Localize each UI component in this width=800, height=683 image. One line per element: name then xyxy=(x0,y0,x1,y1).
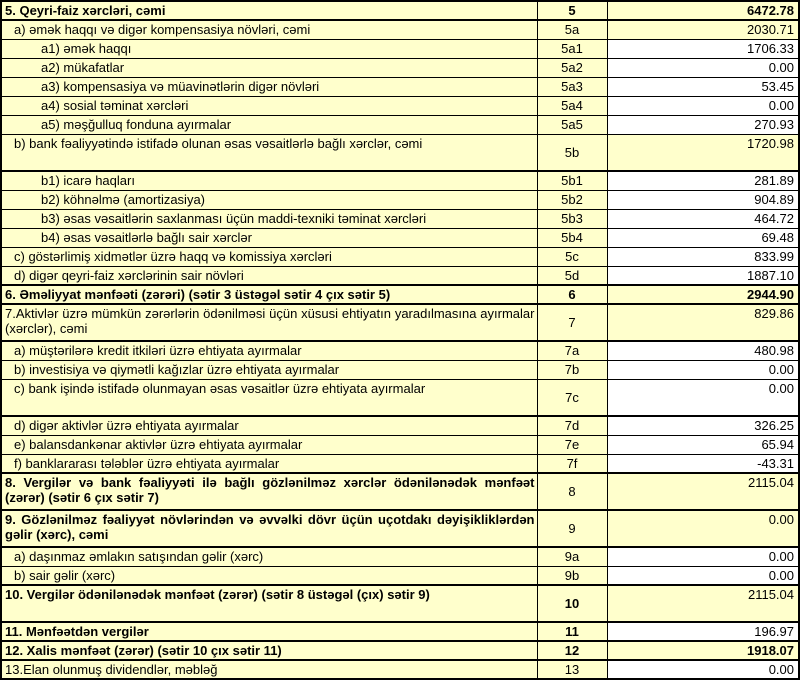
row-code: 5b1 xyxy=(537,171,607,190)
table-row xyxy=(1,190,799,209)
row-value: 0.00 xyxy=(607,360,799,379)
row-value: 1887.10 xyxy=(607,266,799,285)
row-label: 13.Elan olunmuş dividendlər, məbləğ xyxy=(1,660,537,679)
row-code: 9a xyxy=(537,547,607,566)
table-row xyxy=(1,96,799,115)
row-label: b4) əsas vəsaitlərlə bağlı sair xərclər xyxy=(1,228,537,247)
row-value: 0.00 xyxy=(607,566,799,585)
row-label: a1) əmək haqqı xyxy=(1,39,537,58)
row-label: b2) köhnəlmə (amortizasiya) xyxy=(1,190,537,209)
row-label: a) müştərilərə kredit itkiləri üzrə ehtiyata ayırmalar xyxy=(1,341,537,360)
table-row xyxy=(1,454,799,473)
table-row xyxy=(1,1,799,20)
row-code: 6 xyxy=(537,285,607,304)
row-label: d) digər aktivlər üzrə ehtiyata ayırmalar xyxy=(1,416,537,435)
table-row xyxy=(1,379,799,416)
table-row xyxy=(1,39,799,58)
row-label: 8. Vergilər və bank fəaliyyəti ilə bağlı gözlənilməz xərclər ödənilənədək mənfəət (zərər) (sətir 6 çıx sətir 7) xyxy=(1,473,537,510)
row-code: 5b2 xyxy=(537,190,607,209)
row-code: 7c xyxy=(537,379,607,416)
row-value: 0.00 xyxy=(607,96,799,115)
table-row xyxy=(1,660,799,679)
row-value: 0.00 xyxy=(607,660,799,679)
row-label: 6. Əməliyyat mənfəəti (zərəri) (sətir 3 üstəgəl sətir 4 çıx sətir 5) xyxy=(1,285,537,304)
row-label: b) sair gəlir (xərc) xyxy=(1,566,537,585)
table-row xyxy=(1,247,799,266)
table-row xyxy=(1,585,799,622)
row-label: 10. Vergilər ödənilənədək mənfəət (zərər) (sətir 8 üstəgəl (çıx) sətir 9) xyxy=(1,585,537,622)
row-value: 2944.90 xyxy=(607,285,799,304)
row-value: 480.98 xyxy=(607,341,799,360)
row-code: 8 xyxy=(537,473,607,510)
row-code: 5a5 xyxy=(537,115,607,134)
row-value: 1720.98 xyxy=(607,134,799,171)
table-row xyxy=(1,435,799,454)
row-label: d) digər qeyri-faiz xərclərinin sair növləri xyxy=(1,266,537,285)
row-value: 904.89 xyxy=(607,190,799,209)
row-value: 2115.04 xyxy=(607,473,799,510)
row-value: 281.89 xyxy=(607,171,799,190)
row-label: a3) kompensasiya və müavinətlərin digər növləri xyxy=(1,77,537,96)
row-value: 2115.04 xyxy=(607,585,799,622)
row-code: 7f xyxy=(537,454,607,473)
row-code: 9b xyxy=(537,566,607,585)
row-value: 1706.33 xyxy=(607,39,799,58)
row-value: 1918.07 xyxy=(607,641,799,660)
row-label: a) daşınmaz əmlakın satışından gəlir (xərc) xyxy=(1,547,537,566)
row-code: 9 xyxy=(537,510,607,547)
table-row xyxy=(1,266,799,285)
table-row xyxy=(1,641,799,660)
row-code: 13 xyxy=(537,660,607,679)
row-value: 464.72 xyxy=(607,209,799,228)
row-label: f) banklararası tələblər üzrə ehtiyata ayırmalar xyxy=(1,454,537,473)
table-row xyxy=(1,566,799,585)
row-value: 270.93 xyxy=(607,115,799,134)
row-value: 0.00 xyxy=(607,547,799,566)
table-row xyxy=(1,341,799,360)
row-code: 5b xyxy=(537,134,607,171)
row-label: a5) məşğulluq fonduna ayırmalar xyxy=(1,115,537,134)
row-code: 7e xyxy=(537,435,607,454)
table-row xyxy=(1,416,799,435)
table-row xyxy=(1,134,799,171)
row-code: 5a4 xyxy=(537,96,607,115)
table-row xyxy=(1,209,799,228)
row-value: 833.99 xyxy=(607,247,799,266)
table-row xyxy=(1,171,799,190)
row-label: a4) sosial təminat xərcləri xyxy=(1,96,537,115)
row-label: e) balansdankənar aktivlər üzrə ehtiyata ayırmalar xyxy=(1,435,537,454)
row-code: 11 xyxy=(537,622,607,641)
table-row xyxy=(1,77,799,96)
row-label: 7.Aktivlər üzrə mümkün zərərlərin ödənilməsi üçün xüsusi ehtiyatın yaradılmasına ayırmalar (xərclər), cəmi xyxy=(1,304,537,341)
row-label: b) investisiya və qiymətli kağızlar üzrə ehtiyata ayırmalar xyxy=(1,360,537,379)
table-row xyxy=(1,115,799,134)
row-code: 5 xyxy=(537,1,607,20)
row-code: 7a xyxy=(537,341,607,360)
row-value: 0.00 xyxy=(607,510,799,547)
row-label: 12. Xalis mənfəət (zərər) (sətir 10 çıx sətir 11) xyxy=(1,641,537,660)
row-code: 5b4 xyxy=(537,228,607,247)
row-value: 326.25 xyxy=(607,416,799,435)
row-code: 5b3 xyxy=(537,209,607,228)
row-value: 0.00 xyxy=(607,379,799,416)
table-row xyxy=(1,228,799,247)
table-row xyxy=(1,304,799,341)
row-value: 196.97 xyxy=(607,622,799,641)
row-code: 5a1 xyxy=(537,39,607,58)
table-row xyxy=(1,473,799,510)
row-value: 0.00 xyxy=(607,58,799,77)
row-code: 5a3 xyxy=(537,77,607,96)
table-row xyxy=(1,285,799,304)
row-value: 69.48 xyxy=(607,228,799,247)
row-label: b1) icarə haqları xyxy=(1,171,537,190)
row-label: 9. Gözlənilməz fəaliyyət növlərindən və əvvəlki dövr üçün uçotdakı dəyişikliklərdən gəlir (xərc), cəmi xyxy=(1,510,537,547)
row-value: 829.86 xyxy=(607,304,799,341)
row-label: a) əmək haqqı və digər kompensasiya növləri, cəmi xyxy=(1,20,537,39)
table-body xyxy=(1,1,799,679)
row-label: a2) mükafatlar xyxy=(1,58,537,77)
row-code: 5c xyxy=(537,247,607,266)
row-code: 7d xyxy=(537,416,607,435)
row-value: 65.94 xyxy=(607,435,799,454)
row-label: 11. Mənfəətdən vergilər xyxy=(1,622,537,641)
row-value: 2030.71 xyxy=(607,20,799,39)
row-code: 12 xyxy=(537,641,607,660)
row-label: 5. Qeyri-faiz xərcləri, cəmi xyxy=(1,1,537,20)
table-row xyxy=(1,622,799,641)
row-code: 7 xyxy=(537,304,607,341)
row-code: 5a xyxy=(537,20,607,39)
row-value: 6472.78 xyxy=(607,1,799,20)
table-row xyxy=(1,547,799,566)
row-code: 7b xyxy=(537,360,607,379)
row-label: b3) əsas vəsaitlərin saxlanması üçün maddi-texniki təminat xərcləri xyxy=(1,209,537,228)
table-row xyxy=(1,510,799,547)
table-row xyxy=(1,20,799,39)
row-value: -43.31 xyxy=(607,454,799,473)
row-code: 5d xyxy=(537,266,607,285)
row-label: c) göstərlimiş xidmətlər üzrə haqq və komissiya xərcləri xyxy=(1,247,537,266)
row-label: c) bank işində istifadə olunmayan əsas vəsaitlər üzrə ehtiyata ayırmalar xyxy=(1,379,537,416)
row-code: 10 xyxy=(537,585,607,622)
row-value: 53.45 xyxy=(607,77,799,96)
row-label: b) bank fəaliyyətində istifadə olunan əsas vəsaitlərlə bağlı xərclər, cəmi xyxy=(1,134,537,171)
table-row xyxy=(1,360,799,379)
table-row xyxy=(1,58,799,77)
row-code: 5a2 xyxy=(537,58,607,77)
